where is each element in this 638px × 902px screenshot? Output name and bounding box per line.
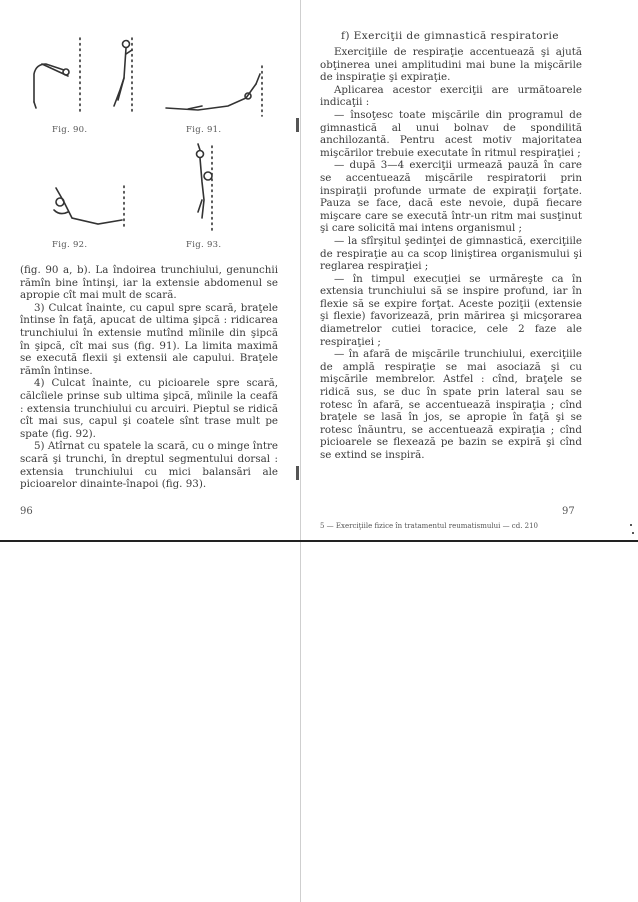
paragraph: 5) Atîrnat cu spatele la scară, cu o minge între scară şi trunchi, în dreptul segmentului dorsal : extensia trunchiului cu mici balansări ale picioarelor dinainte-înapoi (fig. 93). (20, 440, 278, 491)
ladder-exercise-figure-90-icon (22, 30, 162, 118)
paragraph: Aplicarea acestor exerciţii are următoarele indicaţii : (320, 83, 582, 109)
paragraph: — în afară de mişcările trunchiului, exerciţiile de amplă respiraţie se mai asociază şi cu mişcările membrelor. Astfel : cînd, braţele se ridică sus, se duc în spate prin lateral sau se rotesc în afară, se accentuează inspiraţia ; cînd braţele se lasă în jos, se apropie în faţă şi se rotesc înăuntru, se accentuează expiraţia ; cînd picioarele se flexează pe bazin se expiră şi cînd se extind se inspiră. (320, 348, 582, 461)
page-gutter (300, 0, 301, 902)
figure-91-caption: Fig. 91. (186, 125, 222, 135)
paragraph: 3) Culcat înainte, cu capul spre scară, braţele întinse în faţă, apucat de ultima şipcă : ridicarea trunchiului în extensie mutînd mîinile din şipcă în şipcă, cît mai sus (fig. 91). La limita maximă se execută flexii şi extensii ale capului. Braţele rămîn întinse. (20, 301, 278, 377)
scan-speck (630, 524, 632, 526)
left-body-text (20, 264, 278, 491)
paragraph: (fig. 90 a, b). La îndoirea trunchiului, genunchii rămîn bine întinşi, iar la extensie abdomenul se apropie cît mai mult de scară. (20, 264, 278, 302)
figure-92-caption: Fig. 92. (52, 240, 88, 250)
right-body-text (320, 46, 582, 462)
scan-speck (632, 532, 634, 534)
paragraph: — însoţesc toate mişcările din programul de gimnastică al unui bolnav de spondilită anchilozantă. Pentru acest motiv majoritatea mişcărilor trebuie executate în ritmul respiraţiei ; (320, 108, 582, 159)
figure-93-caption: Fig. 93. (186, 240, 222, 250)
ladder-exercise-figure-91-icon (158, 62, 278, 120)
right-page (302, 0, 638, 902)
paragraph: — în timpul execuţiei se urmăreşte ca în extensia trunchiului să se inspire profund, iar în flexie să se expire forţat. Aceste poziţii (extensie şi flexie) favorizează, prin mărirea şi micşorarea diametrelor cutiei toracice, cele 2 faze ale respiraţiei ; (320, 272, 582, 348)
paragraph: Exerciţiile de respiraţie accentuează şi ajută obţinerea unei amplitudini mai bune la mişcările de inspiraţie şi expiraţie. (320, 46, 582, 84)
figure-90-caption: Fig. 90. (52, 125, 88, 135)
left-page (0, 0, 302, 902)
page-number: 97 (562, 506, 575, 517)
footer-signature: 5 — Exerciţiile fizice în tratamentul reumatismului — cd. 210 (320, 522, 539, 530)
scan-mark (296, 466, 299, 480)
ladder-exercise-figure-93-icon (180, 140, 240, 236)
section-heading: f) Exerciţii de gimnastică respiratorie (341, 30, 559, 42)
paragraph: 4) Culcat înainte, cu picioarele spre scară, călcîiele prinse sub ultima şipcă, mîinile la ceafă : extensia trunchiului cu arcuiri. Pieptul se ridică cît mai sus, capul şi coatele sînt trase mult pe spate (fig. 92). (20, 377, 278, 440)
page-bottom-rule (0, 540, 638, 542)
scan-mark (296, 118, 299, 132)
paragraph: — după 3—4 exerciţii urmează pauză în care se accentuează mişcările respiratorii prin inspiraţii profunde urmate de expiraţii forţate. Pauza se face, dacă este nevoie, după fiecare mişcare care se execută într-un ritm mai susţinut şi care solicită mai intens organismul ; (320, 159, 582, 235)
page-number: 96 (20, 506, 33, 517)
paragraph: — la sfîrşitul şedinţei de gimnastică, exerciţiile de respiraţie au ca scop liniştirea organismului şi reglarea respiraţiei ; (320, 234, 582, 273)
ladder-exercise-figure-92-icon (42, 180, 142, 236)
